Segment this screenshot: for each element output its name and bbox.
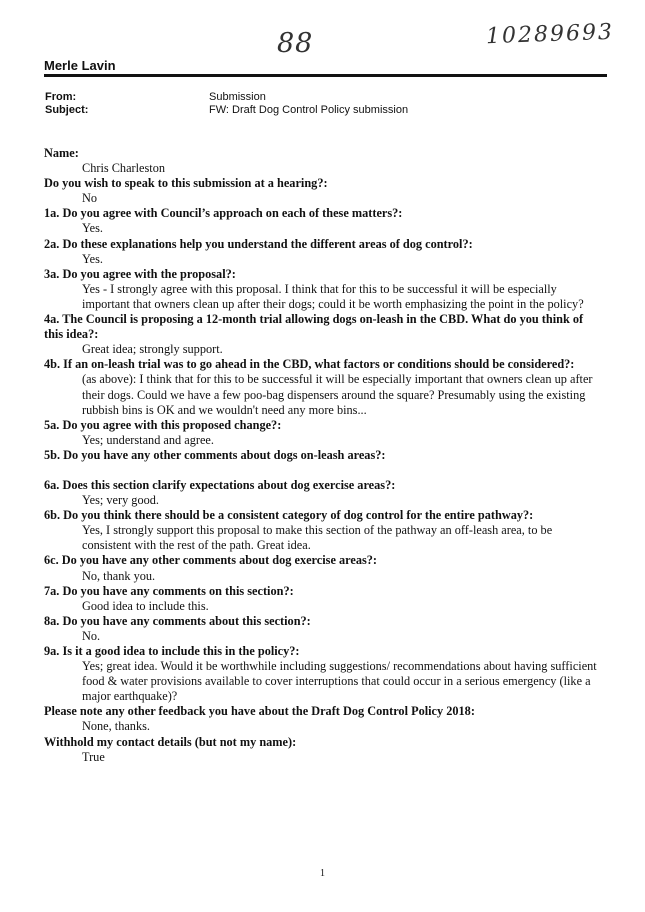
question-withhold-details: Withhold my contact details (but not my name): xyxy=(44,734,297,749)
question-8a: 8a. Do you have any comments about this section?: xyxy=(44,613,311,628)
subject-value: FW: Draft Dog Control Policy submission xyxy=(209,104,409,116)
answer-withhold-details: True xyxy=(82,749,105,764)
question-4a: 4a. The Council is proposing a 12-month trial allowing dogs on-leash in the CBD. What do you think of this idea?: xyxy=(44,312,584,342)
question-other-feedback: Please note any other feedback you have about the Draft Dog Control Policy 2018: xyxy=(44,704,475,719)
answer-6a: Yes; very good. xyxy=(82,493,159,508)
question-5b: 5b. Do you have any other comments about dogs on-leash areas?: xyxy=(44,447,386,462)
answer-9a: Yes; great idea. Would it be worthwhile including suggestions/ recommendations about having sufficient food & water provisions available to cover interruptions that could occur in a serious emergency (like a major earthquake)? xyxy=(82,659,597,704)
subject-label: Subject: xyxy=(45,104,89,116)
answer-4a: Great idea; strongly support. xyxy=(82,342,223,357)
sender-name: Merle Lavin xyxy=(44,58,116,73)
answer-hearing: No xyxy=(82,191,98,206)
answer-other-feedback: None, thanks. xyxy=(82,719,150,734)
answer-6b: Yes, I strongly support this proposal to make this section of the pathway an off-leash area, to be consistent with the rest of the path. Great idea. xyxy=(82,523,553,553)
handwritten-reference-number: 10289693 xyxy=(485,19,615,50)
answer-8a: No. xyxy=(82,628,101,643)
handwritten-page-mark: 88 xyxy=(277,28,314,59)
answer-5a: Yes; understand and agree. xyxy=(82,432,214,447)
submission-body xyxy=(44,146,604,765)
answer-3a: Yes - I strongly agree with this proposal. I think that for this to be successful it will be especially important that owners clean up after their dogs; could it be worth emphasizing the point in the policy? xyxy=(82,281,584,311)
question-1a: 1a. Do you agree with Council’s approach on each of these matters?: xyxy=(44,206,403,221)
blank-line xyxy=(44,463,604,478)
question-4b: 4b. If an on-leash trial was to go ahead in the CBD, what factors or conditions should be considered?: xyxy=(44,357,575,372)
question-7a: 7a. Do you have any comments on this section?: xyxy=(44,583,294,598)
from-value: Submission xyxy=(209,91,266,103)
page-number: 1 xyxy=(320,868,325,879)
answer-7a: Good idea to include this. xyxy=(82,598,209,613)
question-6a: 6a. Does this section clarify expectations about dog exercise areas?: xyxy=(44,477,396,492)
question-6c: 6c. Do you have any other comments about dog exercise areas?: xyxy=(44,553,378,568)
answer-2a: Yes. xyxy=(82,251,103,266)
question-6b: 6b. Do you think there should be a consistent category of dog control for the entire pathway?: xyxy=(44,508,534,523)
question-name: Name: xyxy=(44,146,79,160)
answer-4b: (as above): I think that for this to be successful it will be especially important that owners clean up after their dogs. Could we have a few poo-bag dispensers around the square? Presumably using the existing rubbish bins is OK and we wouldn't need any more bins... xyxy=(82,372,593,417)
question-hearing: Do you wish to speak to this submission at a hearing?: xyxy=(44,176,328,191)
question-9a: 9a. Is it a good idea to include this in the policy?: xyxy=(44,644,300,658)
answer-1a: Yes. xyxy=(82,221,103,236)
answer-6c: No, thank you. xyxy=(82,568,156,583)
from-label: From: xyxy=(45,91,77,103)
question-2a: 2a. Do these explanations help you understand the different areas of dog control?: xyxy=(44,236,473,251)
question-5a: 5a. Do you agree with this proposed change?: xyxy=(44,417,282,432)
question-3a: 3a. Do you agree with the proposal?: xyxy=(44,266,236,281)
header-divider xyxy=(44,74,607,77)
answer-name: Chris Charleston xyxy=(82,161,165,176)
